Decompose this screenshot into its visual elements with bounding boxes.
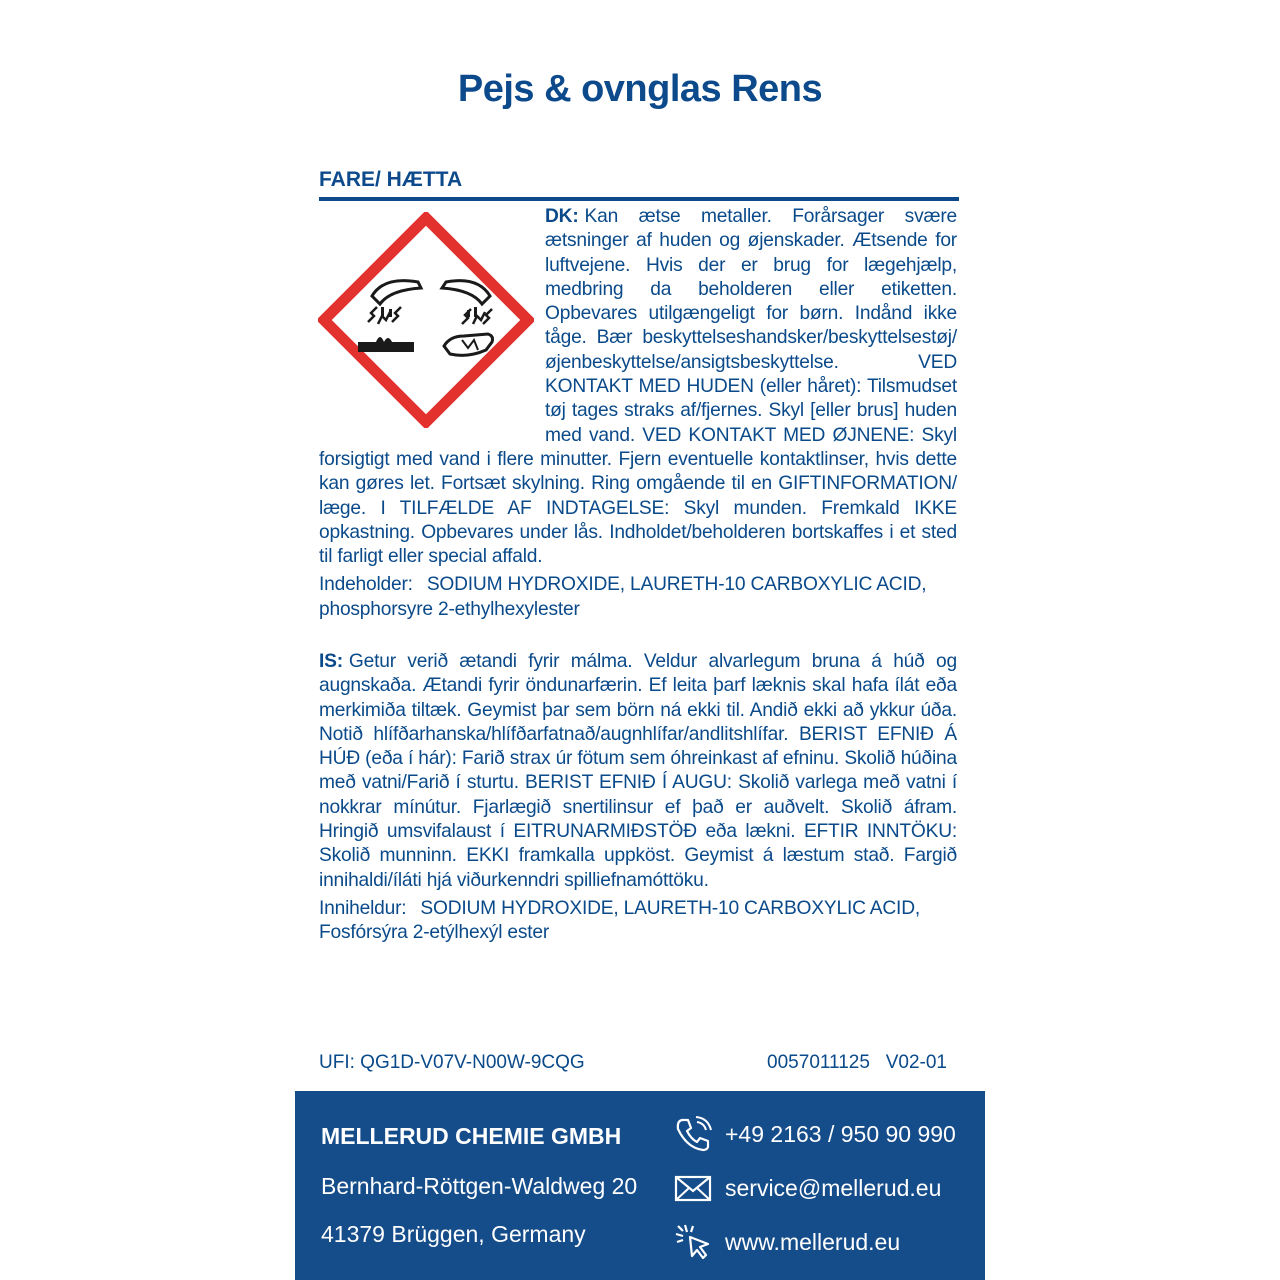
ufi-code: UFI: QG1D-V07V-N00W-9CQG [319,1052,585,1073]
dk-contains [319,573,957,622]
company-name: MELLERUD CHEMIE GMBH [321,1123,622,1149]
envelope-icon [673,1168,713,1208]
article-code: 0057011125 V02-01 [767,1052,947,1073]
product-title: Pejs & ovnglas Rens [457,68,823,110]
is-label: IS: [319,651,343,672]
dk-label: DK: [545,206,579,227]
company-footer [295,1091,985,1280]
is-contains-label: Inniheldur: [319,897,407,919]
dk-contains-text: SODIUM HYDROXIDE, LAURETH-10 CARBOXYLIC ACID, phosphorsyre 2-ethylhexylester [319,574,927,620]
cursor-click-icon [673,1222,713,1262]
is-contains-text: SODIUM HYDROXIDE, LAURETH-10 CARBOXYLIC ACID, Fosfórsýra 2-etýlhexýl ester [319,897,920,944]
web-contact[interactable] [673,1222,900,1262]
icelandic-hazard-text [319,650,957,946]
company-street: Bernhard-Röttgen-Waldweg 20 [321,1173,638,1199]
header-rule [319,197,959,201]
phone-number: +49 2163 / 950 90 990 [725,1120,956,1147]
dk-contains-label: Indeholder: [319,574,413,596]
phone-icon [673,1114,713,1154]
company-city: 41379 Brüggen, Germany [321,1221,586,1247]
email-address: service@mellerud.eu [725,1174,942,1201]
is-contains [319,897,957,946]
email-contact[interactable] [673,1168,941,1208]
hazard-header: FARE/ HÆTTA [319,168,463,191]
danish-hazard-text [319,205,957,622]
phone-contact[interactable] [673,1114,956,1154]
is-body: Getur verið ætandi fyrir málma. Veldur alvarlegum bruna á húð og augnskaða. Ætandi fyrir öndunarfærin. Ef leita þarf læknis skal hafa ílát eða merkimiða tiltæk. Geymist þar sem börn ná ekki til. Andið ekki að ykkur úða. Notið hlífðarhanska/hlífðarfatnað/augnhlífar/andlitshlífar. BERIST EFNIÐ Á HÚÐ (eða í hár): Farið strax úr fötum sem óhreinkast af efninu. Skolið húðina með vatni/Farið í sturtu. BERIST EFNIÐ Í AUGU: Skolið varlega með vatni í nokkrar mínútur. Fjarlægið snertilinsur ef það er auðvelt. Skolið áfram. Hringið umsvifalaust í EITRUNARMIÐSTÖÐ eða lækni. EFTIR INNTÖKU: Skolið munninn. EKKI framkalla uppköst. Geymist á læstum stað. Fargið innihaldi/íláti hjá viðurkenndri spilliefnamóttöku. [319,651,957,891]
website-url: www.mellerud.eu [725,1228,901,1255]
dk-body: Kan ætse metaller. Forårsager svære ætsninger af huden og øjenskader. Ætsende for luftvejene. Hvis der er brug for lægehjælp, medbring da beholderen eller etiketten. Opbevares utilgængeligt for børn. Indånd ikke tåge. Bær beskyttelseshandsker/beskyttelsestøj/øjenbeskyttelse/ansigtsbeskyttelse. VED KONTAKT MED HUDEN (eller håret): Tilsmudset tøj tages straks af/fjernes. Skyl [eller brus] huden med vand. VED KONTAKT MED ØJNENE: Skyl forsigtigt med vand i flere minutter. Fjern eventuelle kontaktlinser, hvis dette kan gøres let. Fortsæt skylning. Ring omgående til en GIFTINFORMATION/ læge. I TILFÆLDE AF INDTAGELSE: Skyl munden. Fremkald IKKE opkastning. Opbevares under lås. Indholdet/beholderen bortskaffes i et sted til farligt eller special affald. [319,206,957,568]
